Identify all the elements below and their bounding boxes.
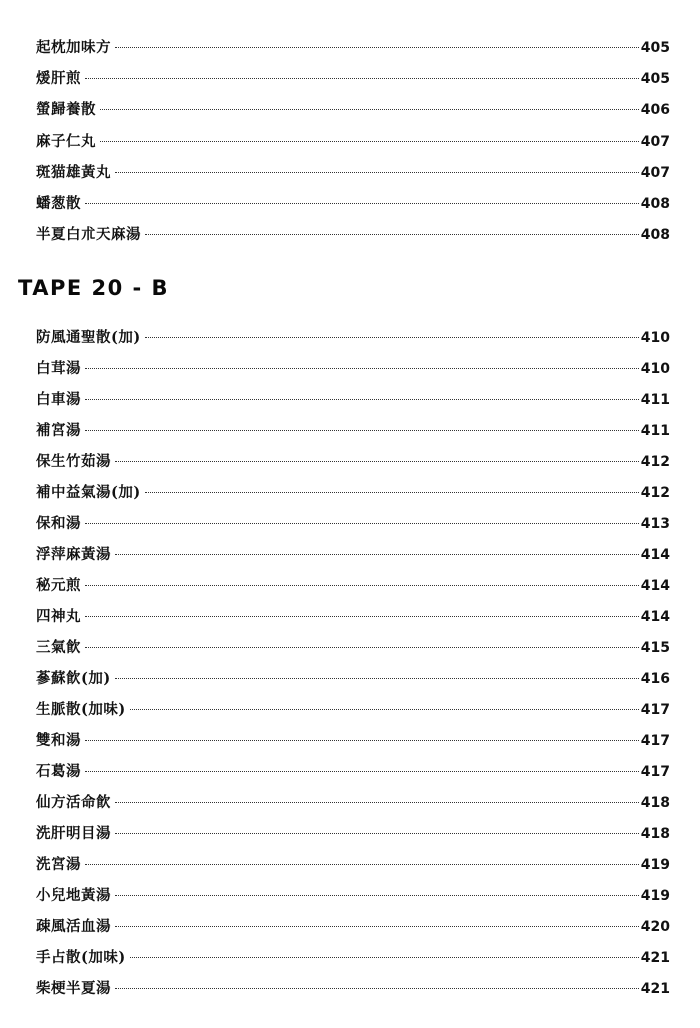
dot-leader: [85, 647, 639, 648]
toc-entry: [36, 477, 670, 508]
dot-leader: [85, 368, 639, 369]
toc-entry-page: 405: [640, 40, 670, 56]
toc-entry: [36, 63, 670, 94]
toc-entry-page: 412: [640, 485, 670, 501]
toc-entry: [36, 446, 670, 477]
toc-entry-title: 浮萍麻黃湯: [36, 546, 111, 563]
toc-entry-title: 疎風活血湯: [36, 918, 111, 935]
dot-leader: [115, 988, 639, 989]
toc-entry-title: 石葛湯: [36, 763, 81, 780]
dot-leader: [85, 399, 639, 400]
toc-entry: [36, 539, 670, 570]
dot-leader: [100, 141, 639, 142]
toc-entry-page: 408: [640, 227, 670, 244]
toc-entry-title: 四神丸: [36, 608, 81, 625]
dot-leader: [85, 585, 639, 586]
toc-list-bottom: [36, 322, 670, 1004]
toc-entry-page: 415: [640, 640, 670, 656]
toc-entry-title: 蟠葱散: [36, 194, 81, 212]
toc-entry-page: 411: [640, 392, 670, 408]
toc-entry-title: 煖肝煎: [36, 70, 81, 88]
toc-entry: [36, 322, 670, 353]
toc-entry-title: 洗肝明目湯: [36, 825, 111, 842]
toc-entry: [36, 725, 670, 756]
toc-entry: [36, 188, 670, 219]
toc-entry-page: 417: [640, 733, 670, 749]
dot-leader: [85, 740, 639, 741]
toc-entry-page: 421: [640, 981, 670, 997]
toc-entry-title: 保和湯: [36, 515, 81, 532]
dot-leader: [115, 47, 639, 48]
dot-leader: [100, 109, 639, 110]
dot-leader: [85, 78, 639, 79]
toc-entry: [36, 415, 670, 446]
toc-entry-page: 407: [640, 164, 670, 181]
toc-entry-page: 416: [640, 671, 670, 687]
toc-entry: [36, 818, 670, 849]
toc-entry-title: 手占散(加味): [36, 949, 126, 966]
dot-leader: [85, 203, 639, 204]
toc-entry: [36, 353, 670, 384]
toc-entry-title: 白車湯: [36, 391, 81, 408]
toc-entry-page: 418: [640, 795, 670, 811]
dot-leader: [115, 678, 639, 679]
toc-entry: [36, 384, 670, 415]
toc-entry: [36, 973, 670, 1004]
toc-entry-page: 411: [640, 423, 670, 439]
dot-leader: [85, 616, 639, 617]
toc-entry-page: 417: [640, 702, 670, 718]
dot-leader: [115, 833, 639, 834]
toc-entry-title: 補中益氣湯(加): [36, 484, 141, 501]
toc-entry-title: 生脈散(加味): [36, 701, 126, 718]
dot-leader: [85, 430, 639, 431]
dot-leader: [85, 523, 639, 524]
toc-entry-title: 螢歸養散: [36, 101, 96, 119]
toc-entry: [36, 94, 670, 125]
dot-leader: [115, 802, 639, 803]
toc-entry-title: 起枕加味方: [36, 39, 111, 56]
dot-leader: [145, 492, 639, 493]
toc-entry: [36, 911, 670, 942]
dot-leader: [85, 771, 639, 772]
toc-entry-page: 410: [640, 361, 670, 377]
dot-leader: [115, 895, 639, 896]
dot-leader: [130, 957, 639, 958]
toc-entry: [36, 632, 670, 663]
toc-entry-title: 柴梗半夏湯: [36, 980, 111, 997]
toc-entry-title: 秘元煎: [36, 577, 81, 594]
toc-entry-page: 413: [640, 516, 670, 532]
dot-leader: [85, 864, 639, 865]
toc-entry-page: 420: [640, 919, 670, 935]
toc-entry: [36, 601, 670, 632]
toc-entry-page: 421: [640, 950, 670, 966]
toc-entry-page: 417: [640, 764, 670, 780]
dot-leader: [130, 709, 639, 710]
toc-entry-title: 三氣飮: [36, 639, 81, 656]
toc-entry: [36, 508, 670, 539]
toc-entry: [36, 849, 670, 880]
toc-entry-page: 419: [640, 857, 670, 873]
toc-entry-title: 仙方活命飮: [36, 794, 111, 811]
toc-entry-page: 412: [640, 454, 670, 470]
toc-entry-page: 414: [640, 547, 670, 563]
toc-entry-page: 414: [640, 578, 670, 594]
toc-entry-page: 407: [640, 133, 670, 150]
toc-entry-title: 蔘蘇飮(加): [36, 670, 111, 687]
toc-entry-title: 麻子仁丸: [36, 132, 96, 150]
toc-entry: [36, 694, 670, 725]
toc-entry-title: 防風通聖散(加): [36, 329, 141, 346]
toc-entry: [36, 570, 670, 601]
toc-entry-page: 406: [640, 102, 670, 119]
dot-leader: [145, 337, 639, 338]
toc-entry-page: 418: [640, 826, 670, 842]
toc-entry-page: 410: [640, 330, 670, 346]
dot-leader: [115, 926, 639, 927]
toc-entry-page: 405: [640, 71, 670, 88]
toc-entry-page: 419: [640, 888, 670, 904]
toc-entry-title: 半夏白朮天麻湯: [36, 226, 141, 244]
toc-list-top: [36, 32, 670, 250]
toc-entry-title: 補宮湯: [36, 422, 81, 439]
toc-entry: [36, 942, 670, 973]
dot-leader: [115, 554, 639, 555]
toc-entry-page: 408: [640, 195, 670, 212]
toc-entry: [36, 157, 670, 188]
toc-entry: [36, 32, 670, 63]
toc-entry: [36, 663, 670, 694]
toc-entry-title: 雙和湯: [36, 732, 81, 749]
toc-entry: [36, 756, 670, 787]
toc-entry-title: 洗宮湯: [36, 856, 81, 873]
section-heading: TAPE 20 - B: [18, 276, 170, 300]
toc-entry-page: 414: [640, 609, 670, 625]
toc-entry: [36, 126, 670, 157]
toc-entry-title: 白茸湯: [36, 360, 81, 377]
toc-entry: [36, 787, 670, 818]
dot-leader: [145, 234, 639, 235]
dot-leader: [115, 172, 639, 173]
dot-leader: [115, 461, 639, 462]
toc-entry-title: 小兒地黃湯: [36, 887, 111, 904]
toc-entry: [36, 219, 670, 250]
toc-entry-title: 保生竹茹湯: [36, 453, 111, 470]
toc-entry: [36, 880, 670, 911]
toc-entry-title: 斑猫雄黃丸: [36, 163, 111, 181]
